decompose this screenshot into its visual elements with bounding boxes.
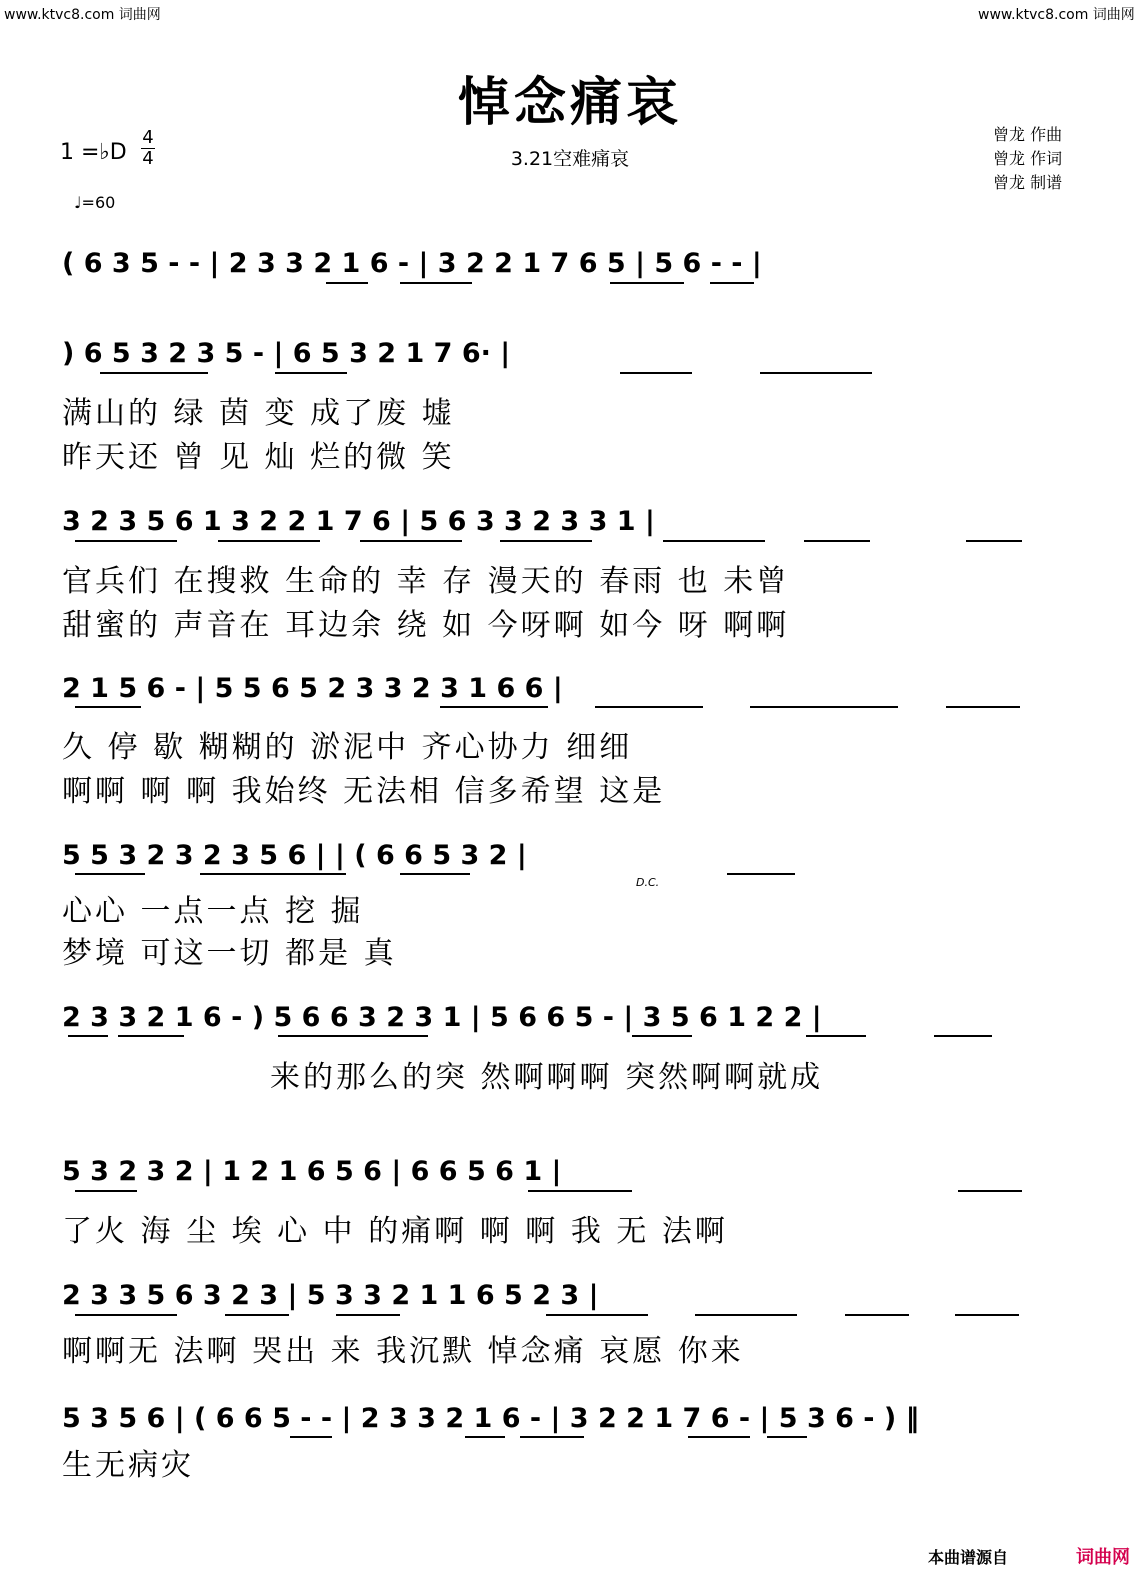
beam bbox=[620, 372, 692, 374]
notation-row-2: ) 6 5 3 2 3 5 - | 6 5 3 2 1 7 6· | bbox=[62, 338, 511, 369]
notation-row-3: 3 2 3 5 6 1 3 2 2 1 7 6 | 5 6 3 3 2 3 3 1 | bbox=[62, 506, 655, 537]
lyrics-row-6a: 来的那么的突 然啊啊啊 突然啊啊就成 bbox=[270, 1060, 824, 1095]
lyrics-row-4b: 啊啊 啊 啊 我始终 无法相 信多希望 这是 bbox=[62, 774, 666, 809]
lyrics-row-5b: 梦境 可这一切 都是 真 bbox=[62, 936, 397, 971]
notation-row-1: ( 6 3 5 - - | 2 3 3 2 1 6 - | 3 2 2 1 7 6 5 | 5 6 - - | bbox=[62, 248, 762, 279]
beam bbox=[632, 1035, 692, 1037]
time-signature-top: 4 bbox=[142, 127, 154, 148]
beam bbox=[946, 706, 1020, 708]
arranger-credit: 曾龙 制谱 bbox=[993, 173, 1063, 192]
beam bbox=[595, 706, 703, 708]
beam bbox=[500, 540, 592, 542]
notation-row-6: 2 3 3 2 1 6 - ) 5 6 6 3 2 3 1 | 5 6 6 5 - | 3 5 6 1 2 2 | bbox=[62, 1002, 822, 1033]
lyrics-row-3b: 甜蜜的 声音在 耳边余 绕 如 今呀啊 如今 呀 啊啊 bbox=[62, 608, 790, 643]
beam bbox=[225, 1314, 289, 1316]
beam bbox=[966, 540, 1022, 542]
beam bbox=[68, 1035, 108, 1037]
beam bbox=[934, 1035, 992, 1037]
beam bbox=[75, 1314, 177, 1316]
beam bbox=[710, 282, 754, 284]
song-subtitle: 3.21空难痛哀 bbox=[510, 148, 630, 170]
beam bbox=[958, 1190, 1022, 1192]
beam bbox=[688, 1436, 750, 1438]
beam bbox=[75, 540, 177, 542]
beam bbox=[610, 282, 684, 284]
beam bbox=[727, 873, 795, 875]
lyrics-row-5a: 心心 一点一点 挖 掘 bbox=[62, 894, 364, 929]
key-signature: 1 =♭D bbox=[60, 140, 127, 165]
beam bbox=[440, 706, 548, 708]
brand-logo[interactable]: 词曲网 bbox=[1076, 1547, 1130, 1568]
lyrics-row-4a: 久 停 歇 糊糊的 淤泥中 齐心协力 细细 bbox=[62, 730, 633, 765]
beam bbox=[100, 372, 208, 374]
beam bbox=[695, 1314, 797, 1316]
beam bbox=[275, 372, 347, 374]
beam bbox=[336, 1314, 400, 1316]
lyrics-row-9a: 生无病灾 bbox=[62, 1448, 194, 1483]
notation-row-5: 5 5 3 2 3 2 3 5 6 | | ( 6 6 5 3 2 | bbox=[62, 840, 527, 871]
beam bbox=[760, 372, 872, 374]
lyrics-row-2b: 昨天还 曾 见 灿 烂的微 笑 bbox=[62, 440, 455, 475]
source-label: 本曲谱源自 bbox=[928, 1548, 1009, 1567]
beam bbox=[400, 873, 470, 875]
time-signature-bottom: 4 bbox=[142, 148, 154, 169]
beam bbox=[118, 1035, 184, 1037]
beam bbox=[75, 873, 145, 875]
beam bbox=[278, 1035, 428, 1037]
notation-row-9: 5 3 5 6 | ( 6 6 5 - - | 2 3 3 2 1 6 - | 3 2 2 1 7 6 - | 5 3 6 - ) ‖ bbox=[62, 1403, 920, 1434]
lyrics-row-8a: 啊啊无 法啊 哭出 来 我沉默 悼念痛 哀愿 你来 bbox=[62, 1334, 744, 1369]
beam bbox=[75, 1190, 137, 1192]
beam bbox=[955, 1314, 1019, 1316]
site-watermark-right: www.ktvc8.com 词曲网 bbox=[978, 7, 1135, 23]
da-capo-mark: D.C. bbox=[636, 876, 660, 889]
beam bbox=[360, 540, 462, 542]
beam bbox=[528, 1190, 632, 1192]
beam bbox=[75, 706, 141, 708]
beam bbox=[465, 1436, 505, 1438]
lyrics-row-3a: 官兵们 在搜救 生命的 幸 存 漫天的 春雨 也 未曾 bbox=[62, 564, 790, 599]
beam bbox=[806, 1035, 866, 1037]
song-title: 悼念痛哀 bbox=[457, 73, 682, 133]
time-signature bbox=[141, 128, 155, 169]
beam bbox=[546, 1314, 648, 1316]
notation-row-7: 5 3 2 3 2 | 1 2 1 6 5 6 | 6 6 5 6 1 | bbox=[62, 1156, 562, 1187]
beam bbox=[326, 282, 368, 284]
beam bbox=[767, 1436, 807, 1438]
composer-credit: 曾龙 作曲 bbox=[993, 125, 1063, 144]
lyrics-row-2a: 满山的 绿 茵 变 成了废 墟 bbox=[62, 396, 455, 431]
beam bbox=[520, 1436, 584, 1438]
site-watermark-left: www.ktvc8.com 词曲网 bbox=[4, 7, 161, 23]
beam bbox=[400, 282, 472, 284]
beam bbox=[845, 1314, 909, 1316]
notation-row-8: 2 3 3 5 6 3 2 3 | 5 3 3 2 1 1 6 5 2 3 | bbox=[62, 1280, 599, 1311]
tempo-marking: ♩=60 bbox=[74, 193, 116, 212]
beam bbox=[218, 540, 320, 542]
notation-row-4: 2 1 5 6 - | 5 5 6 5 2 3 3 2 3 1 6 6 | bbox=[62, 673, 563, 704]
beam bbox=[663, 540, 765, 542]
beam bbox=[290, 1436, 332, 1438]
lyricist-credit: 曾龙 作词 bbox=[993, 149, 1063, 168]
beam bbox=[750, 706, 898, 708]
lyrics-row-7a: 了火 海 尘 埃 心 中 的痛啊 啊 啊 我 无 法啊 bbox=[62, 1214, 728, 1249]
beam bbox=[200, 873, 346, 875]
beam bbox=[804, 540, 870, 542]
